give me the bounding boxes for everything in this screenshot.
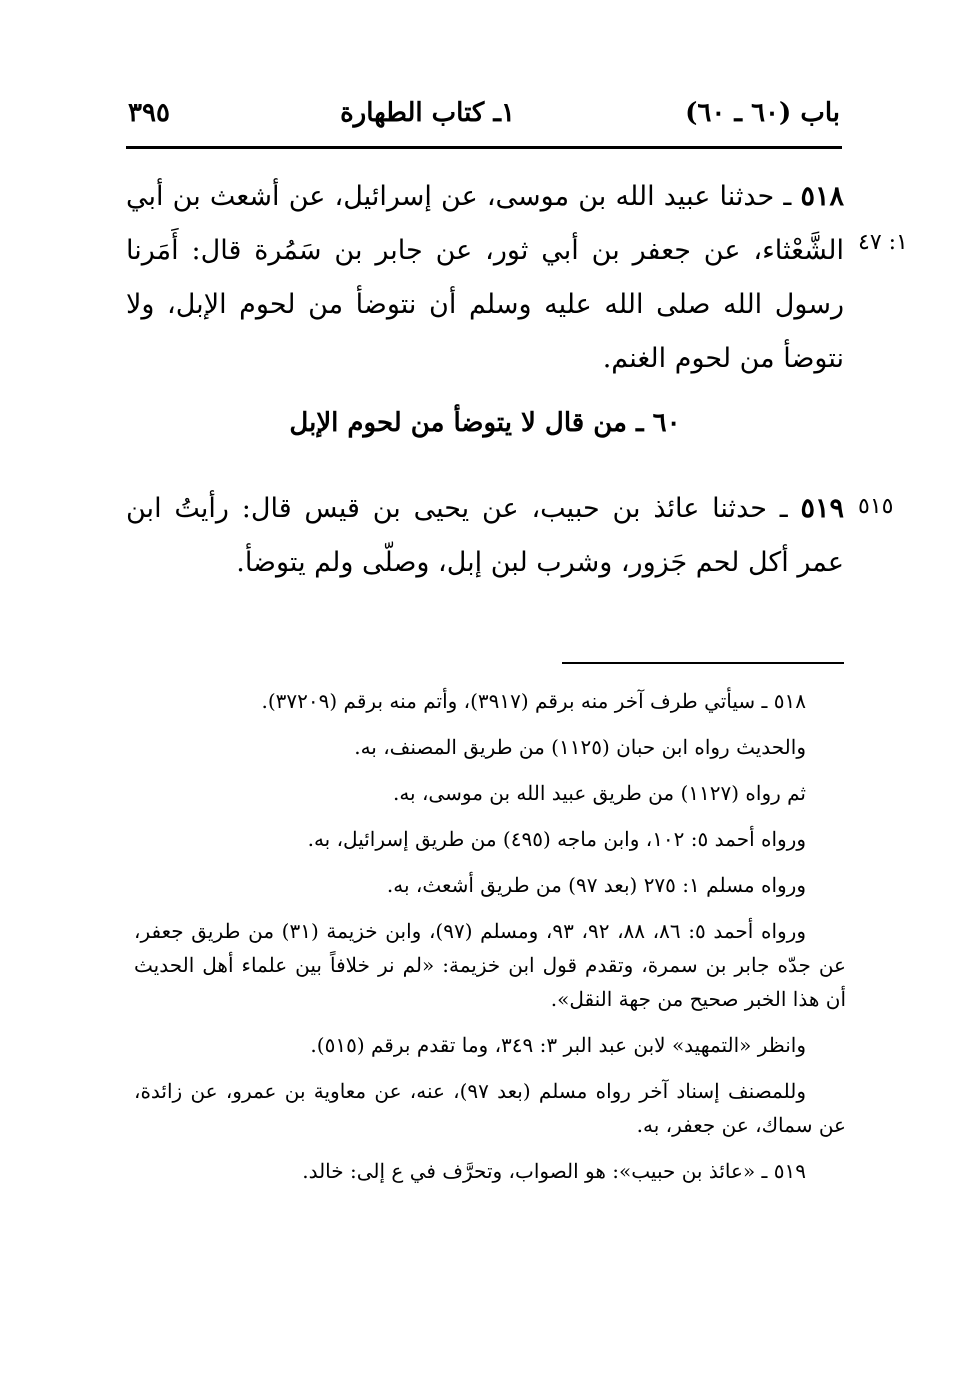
header-rule — [126, 146, 842, 149]
margin-reference: ١: ٤٧ — [858, 230, 908, 255]
footnote-paragraph: وانظر «التمهيد» لابن عبد البر ٣: ٣٤٩، وما تقدم برقم (٥١٥). — [310, 1033, 806, 1057]
chapter-title: ٦٠ ـ من قال لا يتوضأ من لحوم الإبل — [289, 408, 681, 438]
running-header — [128, 92, 840, 134]
footnote-paragraph: وللمصنف إسناد آخر رواه مسلم (بعد ٩٧)، عنه، عن معاوية بن عمرو، عن زائدة، عن سماك، عن جعفر، به. — [134, 1079, 846, 1137]
header-chapter-range: باب (٦٠ ـ ٦٠) — [685, 98, 840, 128]
header-book-title: ١ـ كتاب الطهارة — [340, 98, 515, 128]
hadith-519 — [126, 482, 844, 590]
footnote-paragraph: ورواه أحمد ٥: ١٠٢، وابن ماجه (٤٩٥) من طريق إسرائيل، به. — [307, 827, 806, 851]
footnote-paragraph: ورواه مسلم ١: ٢٧٥ (بعد ٩٧) من طريق أشعث، به. — [386, 873, 806, 897]
hadith-518 — [126, 170, 844, 386]
margin-reference: ٥١٥ — [858, 494, 894, 519]
footnote-paragraph: ٥١٨ ـ سيأتي طرف آخر منه برقم (٣٩١٧)، وأتم منه برقم (٣٧٢٠٩). — [261, 689, 806, 713]
footnotes — [134, 680, 846, 1200]
footnote-paragraph: ثم رواه (١١٢٧) من طريق عبيد الله بن موسى، به. — [392, 781, 806, 805]
hadith-text: ـ حدثنا عائذ بن حبيب، عن يحيى بن قيس قال: رأيتُ ابن عمر أكل لحم جَزور، وشرب لبن إبل، وصلّى ولم يتوضأ. — [126, 493, 844, 578]
hadith-text: ـ حدثنا عبيد الله بن موسى، عن إسرائيل، عن أشعث بن أبي الشَّعْثاء، عن جعفر بن أبي ثور، عن جابر بن سَمُرة قال: أَمَرنا رسول الله صلى الله عليه وسلم أن نتوضأ من لحوم الإبل، ولا نتوضأ من لحوم الغنم. — [126, 181, 844, 374]
footnote-paragraph: ورواه أحمد ٥: ٨٦، ٨٨، ٩٢، ٩٣، ومسلم (٩٧)، وابن خزيمة (٣١) من طريق جعفر، عن جدّه جابر بن سمرة، وتقدم قول ابن خزيمة: «لم نر خلافاً بين علماء أهل الحديث أن هذا الخبر صحيح من جهة النقل». — [134, 919, 846, 1011]
footnote-separator — [562, 662, 844, 664]
footnote-paragraph: ٥١٩ ـ «عائذ بن حبيب»: هو الصواب، وتحرَّف في ع إلى: خالد. — [302, 1159, 806, 1183]
hadith-number: ٥١٩ — [800, 493, 844, 524]
header-page-number: ٣٩٥ — [128, 98, 170, 128]
hadith-number: ٥١٨ — [800, 181, 844, 212]
footnote-paragraph: والحديث رواه ابن حبان (١١٢٥) من طريق المصنف، به. — [354, 735, 806, 759]
